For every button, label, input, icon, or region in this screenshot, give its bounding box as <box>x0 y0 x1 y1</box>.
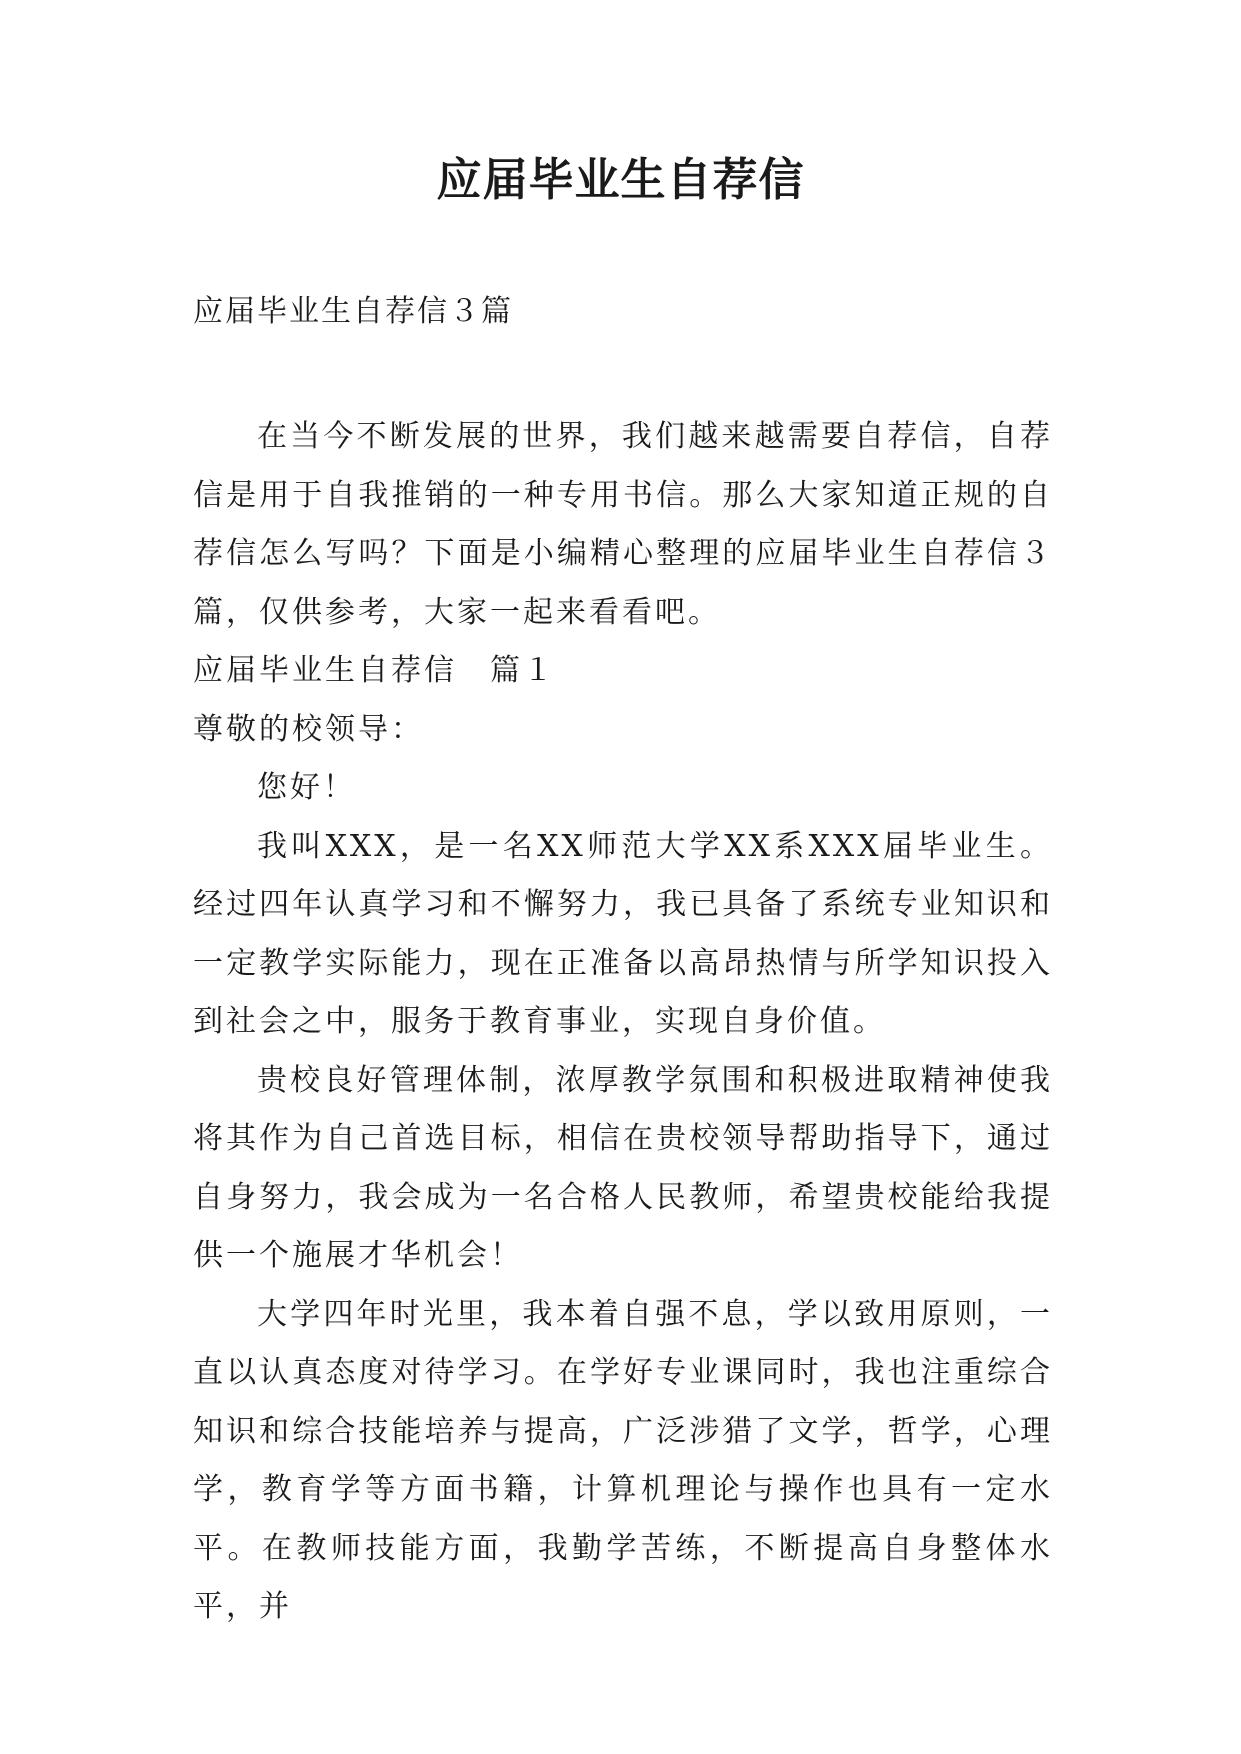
body-paragraph: 我叫XXX，是一名XX师范大学XX系XXX届毕业生。经过四年认真学习和不懈努力，我已具备了系统专业知识和一定教学实际能力，现在正准备以高昂热情与所学知识投入到社会之中，服务于教育事业，实现自身价值。 <box>193 828 1053 1039</box>
salutation: 尊敬的校领导： <box>193 711 424 747</box>
document-subtitle: 应届毕业生自荐信３篇 <box>193 294 513 329</box>
greeting: 您好！ <box>257 770 356 805</box>
body-paragraph: 大学四年时光里，我本着自强不息，学以致用原则，一直以认真态度对待学习。在学好专业课同时，我也注重综合知识和综合技能培养与提高，广泛涉猎了文学，哲学，心理学，教育学等方面书籍，计算机理论与操作也具有一定水平。在教师技能方面，我勤学苦练，不断提高自身整体水平，并 <box>193 1296 1053 1624</box>
document-body <box>193 408 1053 1637</box>
body-paragraph: 贵校良好管理体制，浓厚教学氛围和积极进取精神使我将其作为自己首选目标，相信在贵校领导帮助指导下，通过自身努力，我会成为一名合格人民教师，希望贵校能给我提供一个施展才华机会！ <box>193 1062 1053 1273</box>
intro-paragraph: 在当今不断发展的世界，我们越来越需要自荐信，自荐信是用于自我推销的一种专用书信。那么大家知道正规的自荐信怎么写吗？下面是小编精心整理的应届毕业生自荐信３篇，仅供参考，大家一起来看看吧。 <box>193 419 1053 630</box>
section-heading: 应届毕业生自荐信 篇１ <box>193 653 556 688</box>
document-title: 应届毕业生自荐信 <box>436 153 805 206</box>
